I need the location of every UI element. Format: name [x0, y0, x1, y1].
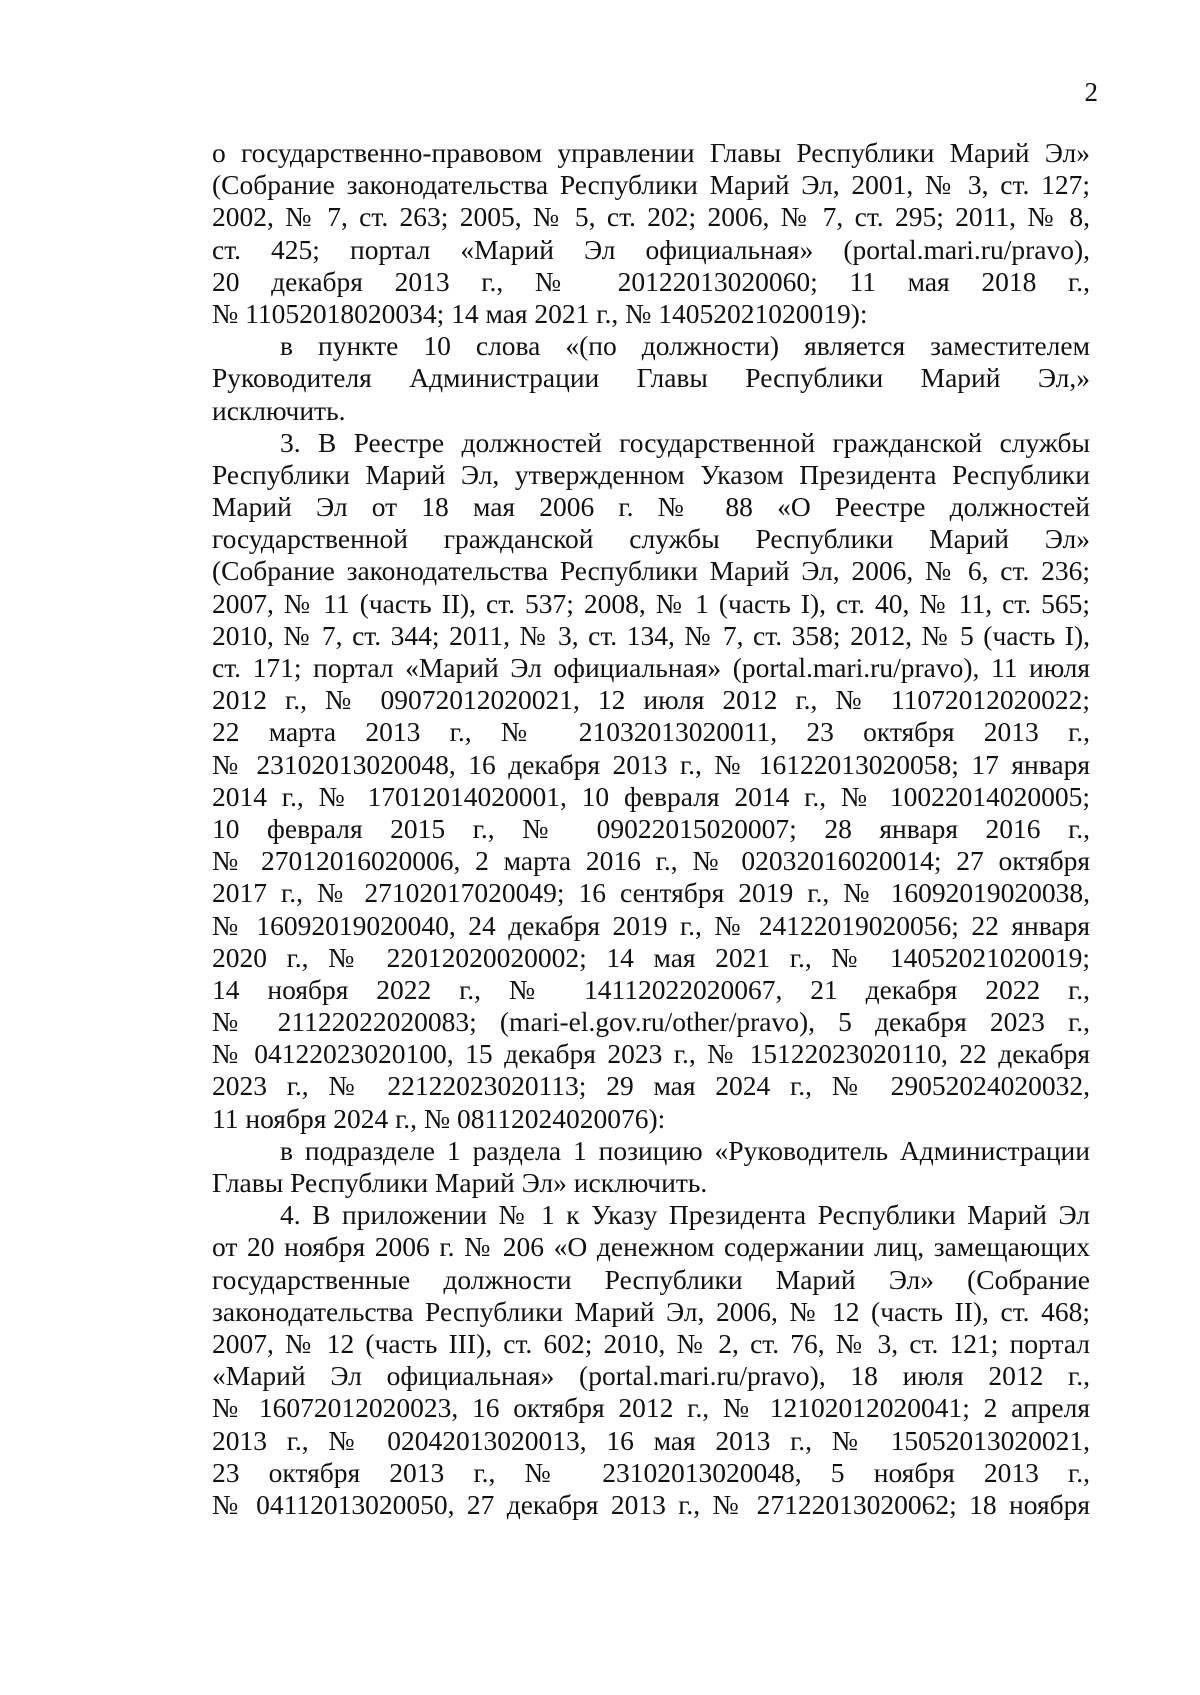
text-line: государственной гражданской службы Республики Марий Эл»: [212, 523, 1090, 555]
text-line: Главы Республики Марий Эл» исключить.: [212, 1167, 708, 1198]
text-line: в пункте 10 слова «(по должности) является заместителем: [280, 330, 1090, 362]
text-line: 2010, № 7, ст. 344; 2011, № 3, ст. 134, № 7, ст. 358; 2012, № 5 (часть I),: [212, 619, 1090, 651]
text-line: 2012 г., № 09072012020021, 12 июля 2012 г., № 11072012020022;: [212, 684, 1090, 716]
document-body: [212, 137, 1090, 1521]
text-line: Марий Эл от 18 мая 2006 г. № 88 «О Реестре должностей: [212, 491, 1090, 523]
text-line: 14 ноября 2022 г., № 14112022020067, 21 декабря 2022 г.,: [212, 973, 1090, 1005]
text-line: о государственно-правовом управлении Главы Республики Марий Эл»: [212, 137, 1090, 168]
text-line: Руководителя Администрации Главы Республики Марий Эл,»: [212, 362, 1090, 394]
text-line: 10 февраля 2015 г., № 09022015020007; 28 января 2016 г.,: [212, 812, 1090, 844]
text-line: 2007, № 11 (часть II), ст. 537; 2008, № 1 (часть I), ст. 40, № 11, ст. 565;: [212, 587, 1090, 619]
text-line: № 11052018020034; 14 мая 2021 г., № 14052021020019):: [212, 297, 868, 329]
text-line: 2013 г., № 02042013020013, 16 мая 2013 г., № 15052013020021,: [212, 1424, 1090, 1456]
text-line: законодательства Республики Марий Эл, 2006, № 12 (часть II), ст. 468;: [212, 1295, 1090, 1327]
text-line: № 23102013020048, 16 декабря 2013 г., № 16122013020058; 17 января: [212, 748, 1090, 780]
text-line: 2023 г., № 22122023020113; 29 мая 2024 г., № 29052024020032,: [212, 1070, 1090, 1102]
text-line: Республики Марий Эл, утвержденном Указом Президента Республики: [212, 458, 1090, 490]
text-line: ст. 425; портал «Марий Эл официальная» (portal.mari.ru/pravo),: [212, 233, 1090, 265]
text-line: 23 октября 2013 г., № 23102013020048, 5 ноября 2013 г.,: [212, 1456, 1090, 1488]
text-line: 20 декабря 2013 г., № 20122013020060; 11 мая 2018 г.,: [212, 265, 1090, 297]
text-line: 2007, № 12 (часть III), ст. 602; 2010, № 2, ст. 76, № 3, ст. 121; портал: [212, 1327, 1090, 1359]
text-line: «Марий Эл официальная» (portal.mari.ru/pravo), 18 июля 2012 г.,: [212, 1360, 1090, 1392]
text-line: от 20 ноября 2006 г. № 206 «О денежном содержании лиц, замещающих: [212, 1231, 1090, 1263]
text-line: 11 ноября 2024 г., № 08112024020076):: [212, 1102, 666, 1134]
text-line: 4. В приложении № 1 к Указу Президента Республики Марий Эл: [280, 1199, 1090, 1231]
text-line: 2017 г., № 27102017020049; 16 сентября 2019 г., № 16092019020038,: [212, 877, 1090, 909]
text-line: в подразделе 1 раздела 1 позицию «Руководитель Администрации: [280, 1134, 1090, 1166]
text-line: (Собрание законодательства Республики Марий Эл, 2006, № 6, ст. 236;: [212, 555, 1090, 587]
text-line: № 16092019020040, 24 декабря 2019 г., № 24122019020056; 22 января: [212, 909, 1090, 941]
text-line: № 27012016020006, 2 марта 2016 г., № 02032016020014; 27 октября: [212, 845, 1090, 877]
text-line: ст. 171; портал «Марий Эл официальная» (portal.mari.ru/pravo), 11 июля: [212, 652, 1090, 683]
text-line: № 16072012020023, 16 октября 2012 г., № 12102012020041; 2 апреля: [212, 1392, 1090, 1424]
text-line: (Собрание законодательства Республики Марий Эл, 2001, № 3, ст. 127;: [212, 169, 1090, 201]
page-number: 2: [1084, 77, 1098, 107]
text-line: № 21122022020083; (mari-el.gov.ru/other/pravo), 5 декабря 2023 г.,: [212, 1006, 1090, 1038]
text-line: 2020 г., № 22012020020002; 14 мая 2021 г., № 14052021020019;: [212, 941, 1090, 973]
text-line: № 04122023020100, 15 декабря 2023 г., № 15122023020110, 22 декабря: [212, 1038, 1090, 1070]
text-line: 2014 г., № 17012014020001, 10 февраля 2014 г., № 10022014020005;: [212, 780, 1090, 812]
text-line: 22 марта 2013 г., № 21032013020011, 23 октября 2013 г.,: [212, 716, 1090, 748]
text-line: 2002, № 7, ст. 263; 2005, № 5, ст. 202; 2006, № 7, ст. 295; 2011, № 8,: [212, 201, 1090, 233]
text-line: № 04112013020050, 27 декабря 2013 г., № 27122013020062; 18 ноября: [212, 1488, 1090, 1520]
text-line: исключить.: [212, 394, 346, 426]
text-line: государственные должности Республики Марий Эл» (Собрание: [212, 1263, 1090, 1295]
text-line: 3. В Реестре должностей государственной гражданской службы: [280, 426, 1090, 458]
